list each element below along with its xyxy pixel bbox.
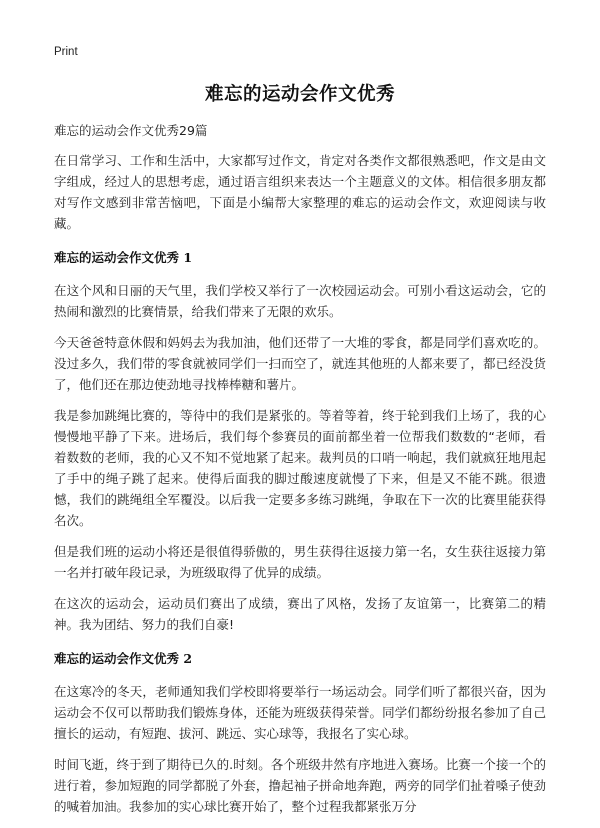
page-title: 难忘的运动会作文优秀: [204, 84, 395, 105]
print-link[interactable]: Print: [54, 46, 78, 58]
paragraph: 我是参加跳绳比赛的，等待中的我们是紧张的。等着等着，终于轮到我们上场了，我的心慢慢地平静了下来。进场后，我们每个参赛员的面前都坐着一位帮我们数数的“老师，看着数数的老师，我的心又不知不觉地紧了起来。裁判员的口哨一响起，我们就疯狂地甩起了手中的绳子跳了起来。使得后面我的脚过酸速度就慢了下来，但是又不能不跳。很遗憾，我们的跳绳组全军覆没。以后我一定要多多练习跳绳，争取在下一次的比赛里能获得名次。: [54, 408, 546, 528]
document-subtitle: 难忘的运动会作文优秀29篇: [54, 123, 208, 138]
intro-paragraph: 在日常学习、工作和生活中，大家都写过作文，肯定对各类作文都很熟悉吧，作文是由文字组成，经过人的思想考虑，通过语言组织来表达一个主题意义的文体。相信很多朋友都对写作文感到非常苦恼吧，下面是小编帮大家整理的难忘的运动会作文，欢迎阅读与收藏。: [54, 153, 546, 231]
paragraph: 在这个风和日丽的天气里，我们学校又举行了一次校园运动会。可别小看这运动会，它的热闹和激烈的比赛情景，给我们带来了无限的欢乐。: [54, 283, 546, 319]
paragraph: 在这寒冷的冬天，老师通知我们学校即将要举行一场运动会。同学们听了都很兴奋，因为运动会不仅可以帮助我们锻炼身体，还能为班级获得荣誉。同学们都纷纷报名参加了自己擅长的运动，有短跑、拔河、跳远、实心球等，我报名了实心球。: [54, 684, 546, 741]
section-heading: 难忘的运动会作文优秀 2: [54, 651, 193, 666]
section-1: [54, 249, 546, 635]
paragraph: 在这次的运动会，运动员们赛出了成绩，赛出了风格，发扬了友谊第一，比赛第二的精神。我为团结、努力的我们自豪!: [54, 596, 546, 632]
article-body: [54, 150, 546, 827]
section-heading: 难忘的运动会作文优秀 1: [54, 250, 193, 265]
section-2: [54, 650, 546, 817]
paragraph: 时间飞逝，终于到了期待已久的.时刻。各个班级井然有序地进入赛场。比赛一个接一个的进行着，参加短跑的同学都脱了外套，撸起袖子拼命地奔跑，两旁的同学们扯着嗓子使劲的喊着加油。我参加的实心球比赛开始了，整个过程我都紧张万分: [54, 757, 546, 814]
paragraph: 今天爸爸特意休假和妈妈去为我加油，他们还带了一大堆的零食，都是同学们喜欢吃的。没过多久，我们带的零食就被同学们一扫而空了，就连其他班的人都来要了，都已经没货了，他们还在那边使劲地寻找棒棒糖和薯片。: [54, 335, 546, 392]
paragraph: 但是我们班的运动小将还是很值得骄傲的，男生获得往返接力第一名，女生获往返接力第一名并打破年段记录，为班级取得了优异的成绩。: [54, 544, 546, 580]
